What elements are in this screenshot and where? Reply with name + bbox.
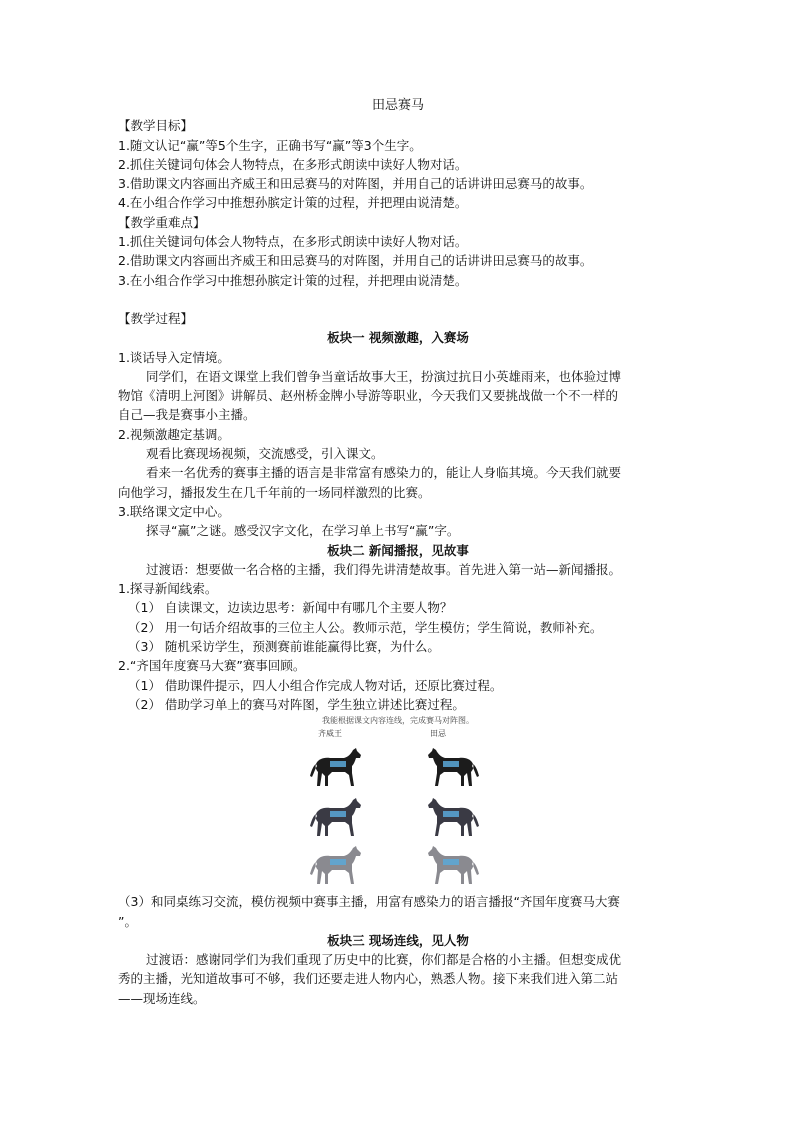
step-heading: 1.探寻新闻线索。 — [118, 581, 218, 597]
paragraph-line: 向他学习，播报发生在几千年前的一场同样激烈的比赛。 — [118, 484, 431, 500]
objective-item: 4.在小组合作学习中推想孙膑定计策的过程，并把理由说清楚。 — [118, 195, 468, 211]
step-heading: 2.“齐国年度赛马大赛”赛事回顾。 — [118, 658, 306, 674]
list-item: （3） 随机采访学生，预测赛前谁能赢得比赛，为什么。 — [128, 639, 440, 655]
tian-ji-label: 田忌 — [430, 729, 446, 739]
paragraph-line: 探寻“赢”之谜。感受汉字文化，在学习单上书写“赢”字。 — [146, 523, 460, 539]
paragraph-line: 物馆《清明上河图》讲解员、赵州桥金牌小导游等职业，今天我们又要挑战做一个不一样的 — [118, 388, 619, 404]
horse-silhouette — [308, 746, 366, 790]
paragraph-line: ”。 — [118, 913, 137, 929]
list-item: （1） 自读课文，边读边思考：新闻中有哪几个主要人物？ — [128, 600, 453, 616]
figure-caption: 我能根据课文内容连线，完成赛马对阵图。 — [322, 716, 474, 726]
objective-item: 3.借助课文内容画出齐威王和田忌赛马的对阵图，并用自己的话讲讲田忌赛马的故事。 — [118, 176, 593, 192]
section-title: 板块一 视频激趣，入赛场 — [327, 330, 469, 346]
horse-icon — [308, 746, 366, 790]
page-title: 田忌赛马 — [371, 98, 424, 113]
horse-icon — [423, 844, 481, 888]
process-heading: 【教学过程】 — [118, 310, 194, 326]
horse-icon — [423, 746, 481, 790]
transition-line: 过渡语：感谢同学们为我们重现了历史中的比赛，你们都是合格的小主播。但想变成优 — [146, 952, 622, 968]
horse-silhouette — [308, 844, 366, 888]
horse-silhouette — [423, 796, 481, 840]
objectives-heading: 【教学目标】 — [118, 118, 194, 134]
spacer — [118, 290, 678, 309]
horse-silhouette — [423, 844, 481, 888]
objective-item: 2.抓住关键词句体会人物特点，在多形式朗读中读好人物对话。 — [118, 156, 468, 172]
transition-line: 秀的主播，光知道故事可不够，我们还要走进人物内心，熟悉人物。接下来我们进入第二站 — [118, 971, 619, 987]
document-body — [118, 96, 678, 1008]
list-item: （1） 借助课件提示，四人小组合作完成人物对话，还原比赛过程。 — [128, 677, 503, 693]
list-item: （2） 借助学习单上的赛马对阵图，学生独立讲述比赛过程。 — [128, 696, 465, 712]
transition-line: 过渡语：想要做一名合格的主播，我们得先讲清楚故事。首先进入第一站—新闻播报。 — [146, 561, 622, 577]
step-heading: 1.谈话导入定情境。 — [118, 349, 230, 365]
horse-silhouette — [423, 746, 481, 790]
key-point-item: 2.借助课文内容画出齐威王和田忌赛马的对阵图，并用自己的话讲讲田忌赛马的故事。 — [118, 253, 593, 269]
objective-item: 1.随文认记“赢”等5个生字，正确书写“赢”等3个生字。 — [118, 137, 422, 153]
section-title: 板块二 新闻播报，见故事 — [327, 542, 469, 558]
key-point-item: 1.抓住关键词句体会人物特点，在多形式朗读中读好人物对话。 — [118, 234, 468, 250]
paragraph-line: 看来一名优秀的赛事主播的语言是非常富有感染力的，能让人身临其境。今天我们就要 — [146, 465, 622, 481]
step-heading: 2.视频激趣定基调。 — [118, 426, 230, 442]
paragraph-line: 自己—我是赛事小主播。 — [118, 407, 256, 423]
horse-icon — [308, 796, 366, 840]
horse-silhouette — [308, 796, 366, 840]
step-heading: 3.联络课文定中心。 — [118, 503, 230, 519]
section-title: 板块三 现场连线，见人物 — [327, 932, 469, 948]
list-item: （2） 用一句话介绍故事的三位主人公。教师示范，学生模仿；学生简说，教师补充。 — [128, 619, 603, 635]
paragraph-line: 同学们，在语文课堂上我们曾争当童话故事大王，扮演过抗日小英雄雨来，也体验过博 — [146, 368, 622, 384]
key-point-item: 3.在小组合作学习中推想孙膑定计策的过程，并把理由说清楚。 — [118, 272, 468, 288]
paragraph-line: 观看比赛现场视频，交流感受，引入课文。 — [146, 446, 384, 462]
transition-line: ——现场连线。 — [118, 990, 206, 1006]
horse-icon — [308, 844, 366, 888]
horse-icon — [423, 796, 481, 840]
paragraph-line: （3）和同桌练习交流，模仿视频中赛事主播，用富有感染力的语言播报“齐国年度赛马大赛 — [118, 894, 620, 910]
horse-matchup-figure — [118, 716, 678, 888]
qi-king-label: 齐威王 — [318, 729, 342, 739]
key-points-heading: 【教学重难点】 — [118, 214, 206, 230]
